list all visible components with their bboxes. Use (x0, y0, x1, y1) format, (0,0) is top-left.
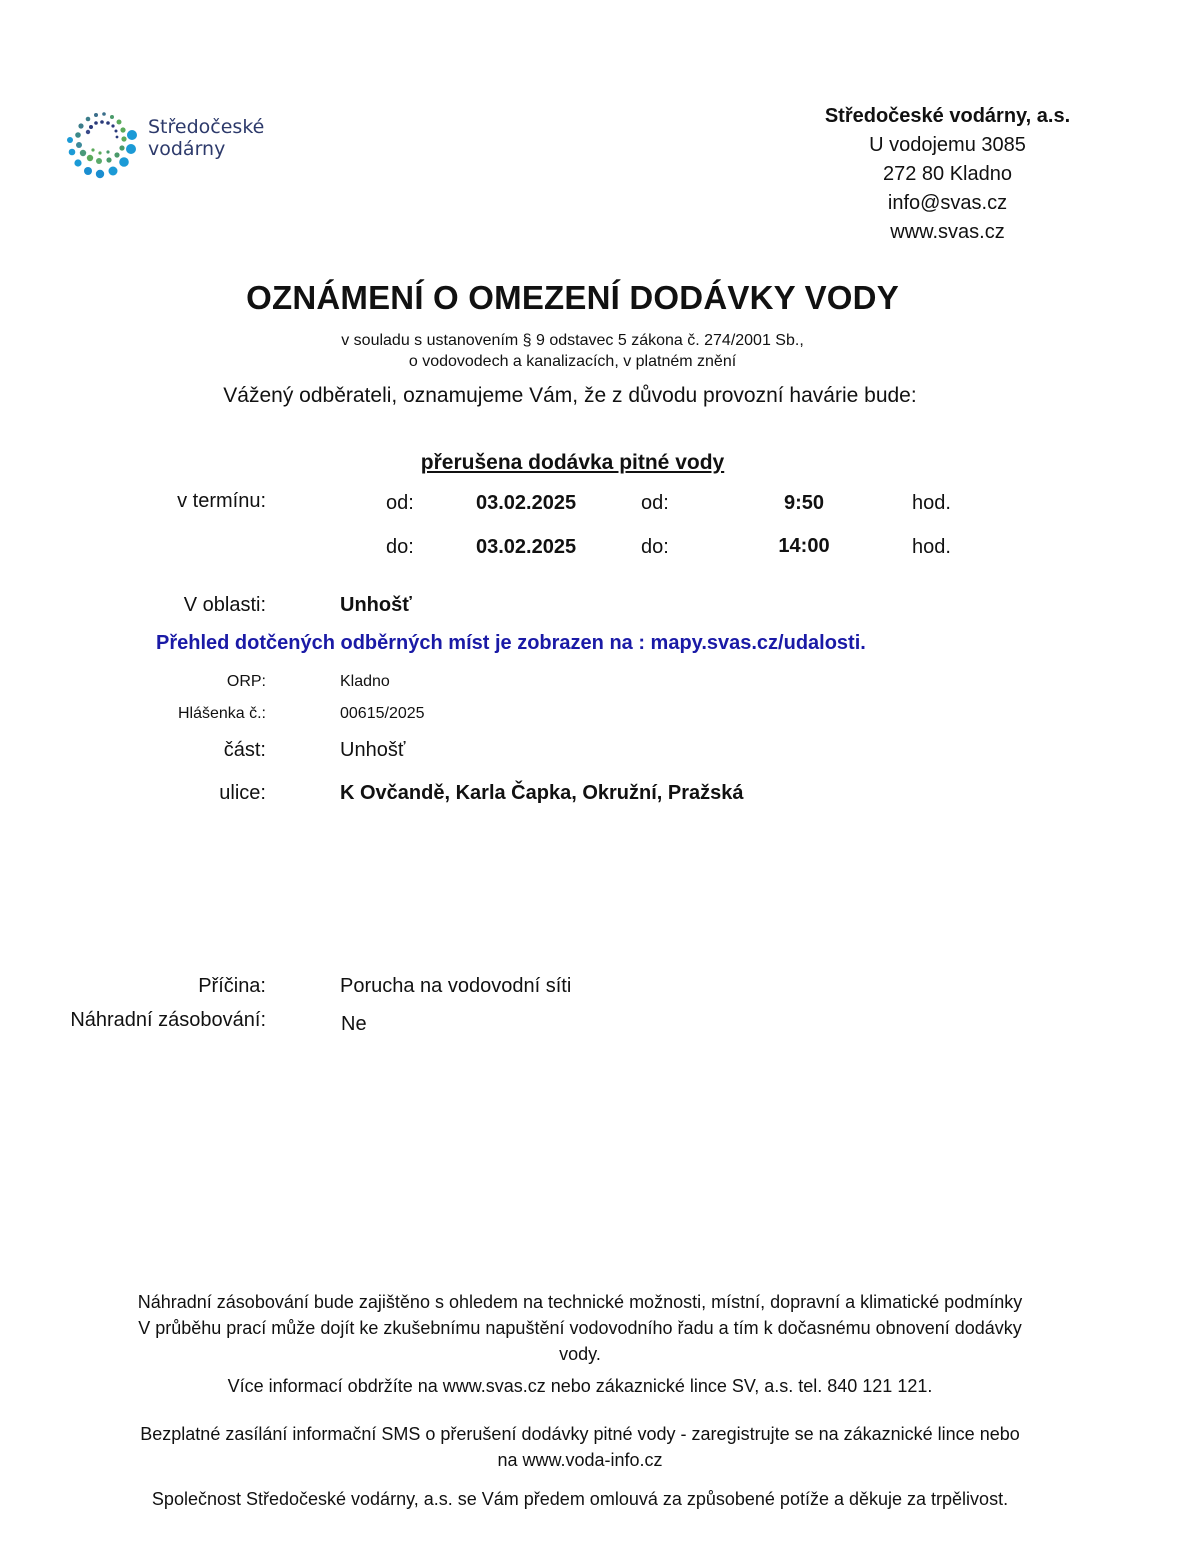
interruption-heading: přerušena dodávka pitné vody (420, 451, 725, 474)
to-unit: hod. (912, 536, 951, 558)
streets-value: K Ovčandě, Karla Čapka, Okružní, Pražská (340, 782, 744, 804)
footer-p3-line1: Bezplatné zasílání informační SMS o přerušení dodávky pitné vody - zaregistrujte se na zákaznické lince nebo (140, 1424, 1020, 1444)
footer-paragraph-3 (30, 1421, 1130, 1473)
company-address (800, 102, 1095, 247)
to-time: 14:00 (778, 535, 830, 557)
company-logo (66, 108, 286, 180)
orp-label: ORP: (226, 673, 266, 690)
footer-p1-line2: V průběhu prací může dojít ke zkušebnímu napuštění vodovodního řadu a tím k dočasnému obnovení dodávky (138, 1318, 1022, 1338)
to-date: 03.02.2025 (476, 536, 577, 558)
part-label: část: (223, 739, 266, 761)
company-email: info@svas.cz (887, 192, 1008, 214)
law-reference (0, 330, 1145, 372)
from-date-label: od: (386, 492, 414, 514)
orp-value: Kladno (340, 673, 390, 690)
company-street: U vodojemu 3085 (869, 134, 1026, 156)
law-line-2: o vodovodech a kanalizacích, v platném znění (408, 353, 737, 370)
company-city: 272 80 Kladno (882, 163, 1012, 185)
footer-p3-line2: na www.voda-info.cz (497, 1450, 663, 1470)
from-time: 9:50 (783, 492, 825, 514)
from-unit: hod. (912, 492, 951, 514)
footer-paragraph-1 (30, 1289, 1130, 1367)
company-name: Středočeské vodárny, a.s. (824, 105, 1071, 127)
to-time-label: do: (641, 536, 669, 558)
logo-line-2: vodárny (148, 138, 226, 160)
report-label: Hlášenka č.: (177, 705, 266, 722)
logo-text (148, 116, 264, 160)
footer-p1-line1: Náhradní zásobování bude zajištěno s ohledem na technické možnosti, místní, dopravní a klimatické podmínky (137, 1292, 1023, 1312)
dotted-circle-logo-icon (66, 108, 138, 180)
page-title: OZNÁMENÍ O OMEZENÍ DODÁVKY VODY (246, 279, 899, 316)
logo-line-1: Středočeské (148, 116, 265, 138)
area-value: Unhošť (340, 594, 412, 616)
part-value: Unhošť (340, 739, 406, 761)
footer-paragraph-4: Společnost Středočeské vodárny, a.s. se Vám předem omlouvá za způsobené potíže a děkuje za trpělivost. (151, 1489, 1009, 1509)
law-line-1: v souladu s ustanovením § 9 odstavec 5 zákona č. 274/2001 Sb., (341, 332, 804, 349)
overview-link[interactable]: Přehled dotčených odběrných míst je zobrazen na : mapy.svas.cz/udalosti. (156, 632, 866, 654)
company-web: www.svas.cz (890, 221, 1005, 243)
footer-p1-line3: vody. (559, 1344, 601, 1364)
greeting: Vážený odběrateli, oznamujeme Vám, že z důvodu provozní havárie bude: (223, 384, 917, 407)
area-label: V oblasti: (183, 594, 266, 616)
to-date-label: do: (386, 536, 414, 558)
report-value: 00615/2025 (340, 705, 425, 722)
footer-paragraph-2: Více informací obdržíte na www.svas.cz nebo zákaznické lince SV, a.s. tel. 840 121 121. (227, 1376, 933, 1396)
from-date: 03.02.2025 (476, 492, 577, 514)
supply-label: Náhradní zásobování: (70, 1009, 266, 1031)
term-label: v termínu: (177, 490, 266, 512)
cause-label: Příčina: (198, 975, 266, 997)
from-time-label: od: (641, 492, 669, 514)
cause-value: Porucha na vodovodní síti (340, 975, 572, 997)
streets-label: ulice: (219, 782, 266, 804)
supply-value: Ne (341, 1013, 367, 1035)
